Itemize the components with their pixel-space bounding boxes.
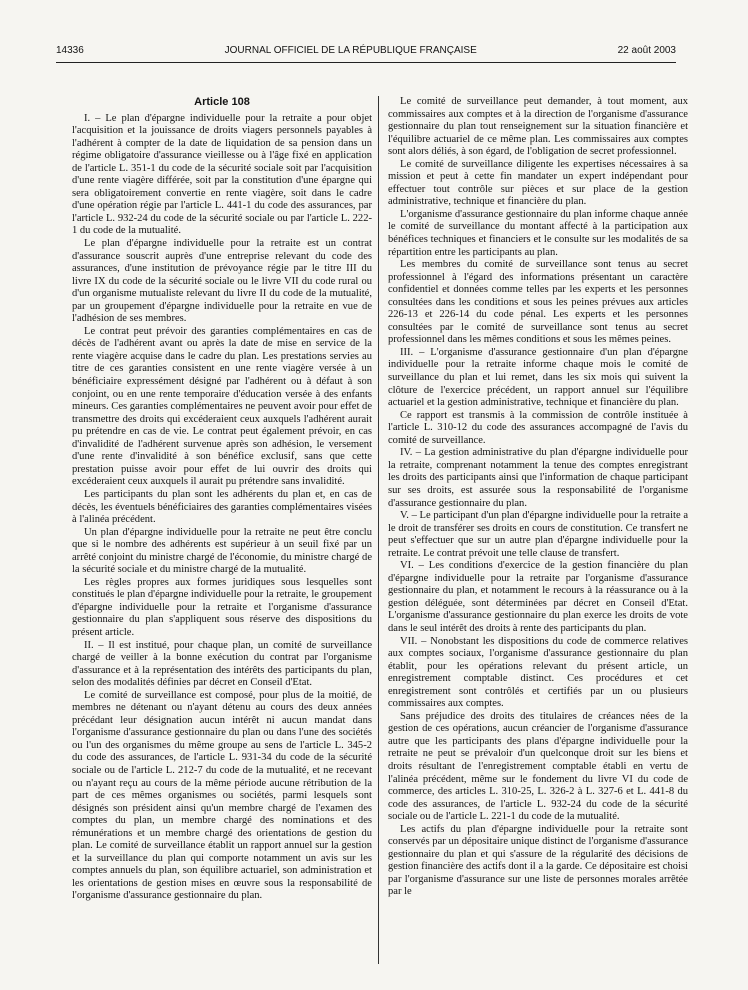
paragraph: V. – Le participant d'un plan d'épargne individuelle pour la retraite a le droit de transférer ses droits en cours de constitution. Ce transfert ne peut s'effectuer que sur un autre plan d'épargne individuelle pour la retraite. Le contrat prévoit une telle clause de transfert. <box>388 510 688 559</box>
paragraph: III. – L'organisme d'assurance gestionnaire d'un plan d'épargne individuelle pour la retraite informe chaque mois le comité de surveillance du plan et lui remet, dans les six mois qui suivent la clôture de l'exercice précédent, un rapport annuel sur l'équilibre actuariel et la gestion administrative, technique et financière du plan. <box>388 346 688 409</box>
paragraph: II. – Il est institué, pour chaque plan, un comité de surveillance chargé de veiller à la bonne exécution du contrat par l'organisme d'assurance et à la représentation des intérêts des participants du plan, selon des modalités définies par décret en Conseil d'Etat. <box>72 639 372 689</box>
paragraph: I. – Le plan d'épargne individuelle pour la retraite a pour objet l'acquisition et la jouissance de droits viagers personnels payables à l'adhérent à compter de la date de liquidation de sa pension dans un régime obligatoire d'assurance vieillesse ou à l'âge fixé en application de l'article L. 351-1 du code de la sécurité sociale soit par l'acquisition d'une rente viagère différée, soit par la constitution d'une épargne qui sera obligatoirement convertie en rente viagère, soit dans le cadre d'une opération régie par l'article L. 441-1 du code des assurances, par l'article L. 932-24 du code de la sécurité sociale ou par l'article L. 222-1 du code de la mutualité. <box>72 112 372 237</box>
issue-date: 22 août 2003 <box>617 45 676 56</box>
paragraph: Le comité de surveillance diligente les expertises nécessaires à sa mission et peut à cette fin mandater un expert indépendant pour effectuer tout contrôle sur pièces et sur place de la gestion administrative, technique et financière du plan. <box>388 158 688 208</box>
left-column <box>72 96 372 903</box>
page-number: 14336 <box>56 45 84 56</box>
paragraph: Le comité de surveillance est composé, pour plus de la moitié, de membres ne détenant ou n'ayant détenu au cours des deux années précédant leur désignation aucun intérêt ni aucun mandat dans l'organisme d'assurance gestionnaire du plan ou dans l'une des sociétés ou l'un des organismes du même groupe au sens de l'article L. 345-2 du code des assurances, de l'article L. 931-34 du code de la sécurité sociale ou de l'article L. 212-7 du code de la mutualité, et ne recevant ou n'ayant reçu au cours de la même période aucune rétribution de la part de ces mêmes organismes ou sociétés, parmi lesquels sont désignés son président ainsi qu'un membre chargé de l'examen des comptes du plan, un membre chargé des nominations et des rémunérations et un membre chargé des orientations de gestion du plan. Le comité de surveillance établit un rapport annuel sur la gestion et la surveillance du plan qui comporte notamment un avis sur les comptes annuels du plan, son équilibre actuariel, son administration et les orientations de gestion mises en œuvre sous la responsabilité de l'organisme d'assurance gestionnaire du plan. <box>72 689 372 902</box>
paragraph: Le contrat peut prévoir des garanties complémentaires en cas de décès de l'adhérent avant ou après la date de mise en service de la rente viagère acquise dans le cadre du plan. Les prestations servies au titre de ces garanties consistent en une rente viagère versée à un bénéficiaire expressément désigné par l'adhérent ou à défaut à son conjoint, ou en une rente temporaire d'éducation versée à des enfants mineurs. Ces garanties complémentaires ne peuvent avoir pour effet de transmettre des droits qui excéderaient ceux auxquels l'adhérent aurait pu prétendre en cas de vie. Le contrat peut également prévoir, en cas d'invalidité de l'adhérent survenue après son adhésion, le versement d'une rente d'invalidité à son bénéfice exclusif, sans que cette prestation puisse avoir pour effet de lui ouvrir des droits qui excéderaient ceux auxquels il aurait pu prétendre sans invalidité. <box>72 325 372 488</box>
paragraph: Les actifs du plan d'épargne individuelle pour la retraite sont conservés par un dépositaire unique distinct de l'organisme d'assurance gestionnaire du plan et qui s'assure de la régularité des décisions de gestion financière des actifs dont il a la garde. Ce dépositaire est choisi par l'organisme d'assurance sur une liste de personnes morales arrêtée par le <box>388 823 688 898</box>
header-rule <box>56 62 676 63</box>
paragraph: VI. – Les conditions d'exercice de la gestion financière du plan d'épargne individuelle pour la retraite par l'organisme d'assurance gestionnaire du plan, et notamment le recours à la réassurance ou à la gestion déléguée, sont déterminées par décret en Conseil d'Etat. L'organisme d'assurance gestionnaire du plan exerce les droits de vote dans le seul intérêt des droits à rente des participants du plan. <box>388 560 688 634</box>
paragraph: Le comité de surveillance peut demander, à tout moment, aux commissaires aux comptes et à la direction de l'organisme d'assurance gestionnaire du plan tout renseignement sur la situation financière et l'équilibre actuariel de ce même plan. Les commissaires aux comptes sont alors déliés, à son égard, de l'obligation de secret professionnel. <box>388 96 688 158</box>
paragraph: Ce rapport est transmis à la commission de contrôle instituée à l'article L. 310-12 du code des assurances accompagné de l'avis du comité de surveillance. <box>388 409 688 446</box>
article-title: Article 108 <box>194 96 250 108</box>
paragraph: Les membres du comité de surveillance sont tenus au secret professionnel à l'égard des informations présentant un caractère confidentiel et données comme telles par les experts et les personnes consultées dans les conditions et sous les peines prévues aux articles 226-13 et 226-14 du code pénal. Les experts et les personnes consultées par le comité de surveillance sont tenus au secret professionnel dans les mêmes conditions et sous les mêmes peines. <box>388 259 688 346</box>
paragraph: Un plan d'épargne individuelle pour la retraite ne peut être conclu que si le nombre des adhérents est supérieur à un seuil fixé par un arrêté conjoint du ministre chargé de l'économie, du ministre chargé de la sécurité sociale et du ministre chargé de la mutualité. <box>72 526 372 576</box>
paragraph: Les règles propres aux formes juridiques sous lesquelles sont constitués le plan d'épargne individuelle pour la retraite, le groupement d'épargne individuelle pour la retraite et l'organisme d'assurance gestionnaire du plan s'appliquent sous réserve des dispositions du présent article. <box>72 576 372 638</box>
right-column <box>388 96 688 899</box>
journal-title: JOURNAL OFFICIEL DE LA RÉPUBLIQUE FRANÇAISE <box>224 45 477 56</box>
column-divider <box>378 96 379 964</box>
paragraph: VII. – Nonobstant les dispositions du code de commerce relatives aux comptes sociaux, l'organisme d'assurance gestionnaire du plan établit, pour les opérations relevant du présent article, un enregistrement comptable distinct. Ces procédures et cet enregistrement sont contrôlés et certifiés par un ou plusieurs commissaires aux comptes. <box>388 635 688 710</box>
page-header <box>56 45 676 56</box>
paragraph: IV. – La gestion administrative du plan d'épargne individuelle pour la retraite, comprenant notamment la tenue des comptes enregistrant les droits des participants ainsi que l'information de chaque participant sur ses droits, est assurée sous la responsabilité de l'organisme d'assurance gestionnaire du plan. <box>388 447 688 509</box>
paragraph: Sans préjudice des droits des titulaires de créances nées de la gestion de ces opérations, aucun créancier de l'organisme d'assurance autre que les participants des plans d'épargne individuelle pour la retraite ne peut se prévaloir d'un quelconque droit sur les biens et droits résultant de l'enregistrement comptable établi en vertu de l'alinéa précédent, même sur le fondement du livre VI du code de commerce, des articles L. 310-25, L. 326-2 à L. 327-6 et L. 441-8 du code des assurances, de l'article L. 932-24 du code de la sécurité sociale ou de l'article L. 221-1 du code de la mutualité. <box>388 710 688 823</box>
paragraph: Le plan d'épargne individuelle pour la retraite est un contrat d'assurance souscrit auprès d'une entreprise relevant du code des assurances, d'une institution de prévoyance régie par le titre III du livre IX du code de la sécurité sociale ou le livre VII du code rural ou d'un organisme mutualiste relevant du livre II du code de la mutualité, par un groupement d'épargne individuelle pour la retraite en vue de l'adhésion de ses membres. <box>72 238 372 325</box>
paragraph: L'organisme d'assurance gestionnaire du plan informe chaque année le comité de surveillance du montant affecté à la participation aux bénéfices techniques et financiers et le consulte sur les modalités de sa répartition entre les participants au plan. <box>388 208 688 258</box>
paragraph: Les participants du plan sont les adhérents du plan et, en cas de décès, les éventuels bénéficiaires des garanties complémentaires visées à l'alinéa précédent. <box>72 488 372 526</box>
